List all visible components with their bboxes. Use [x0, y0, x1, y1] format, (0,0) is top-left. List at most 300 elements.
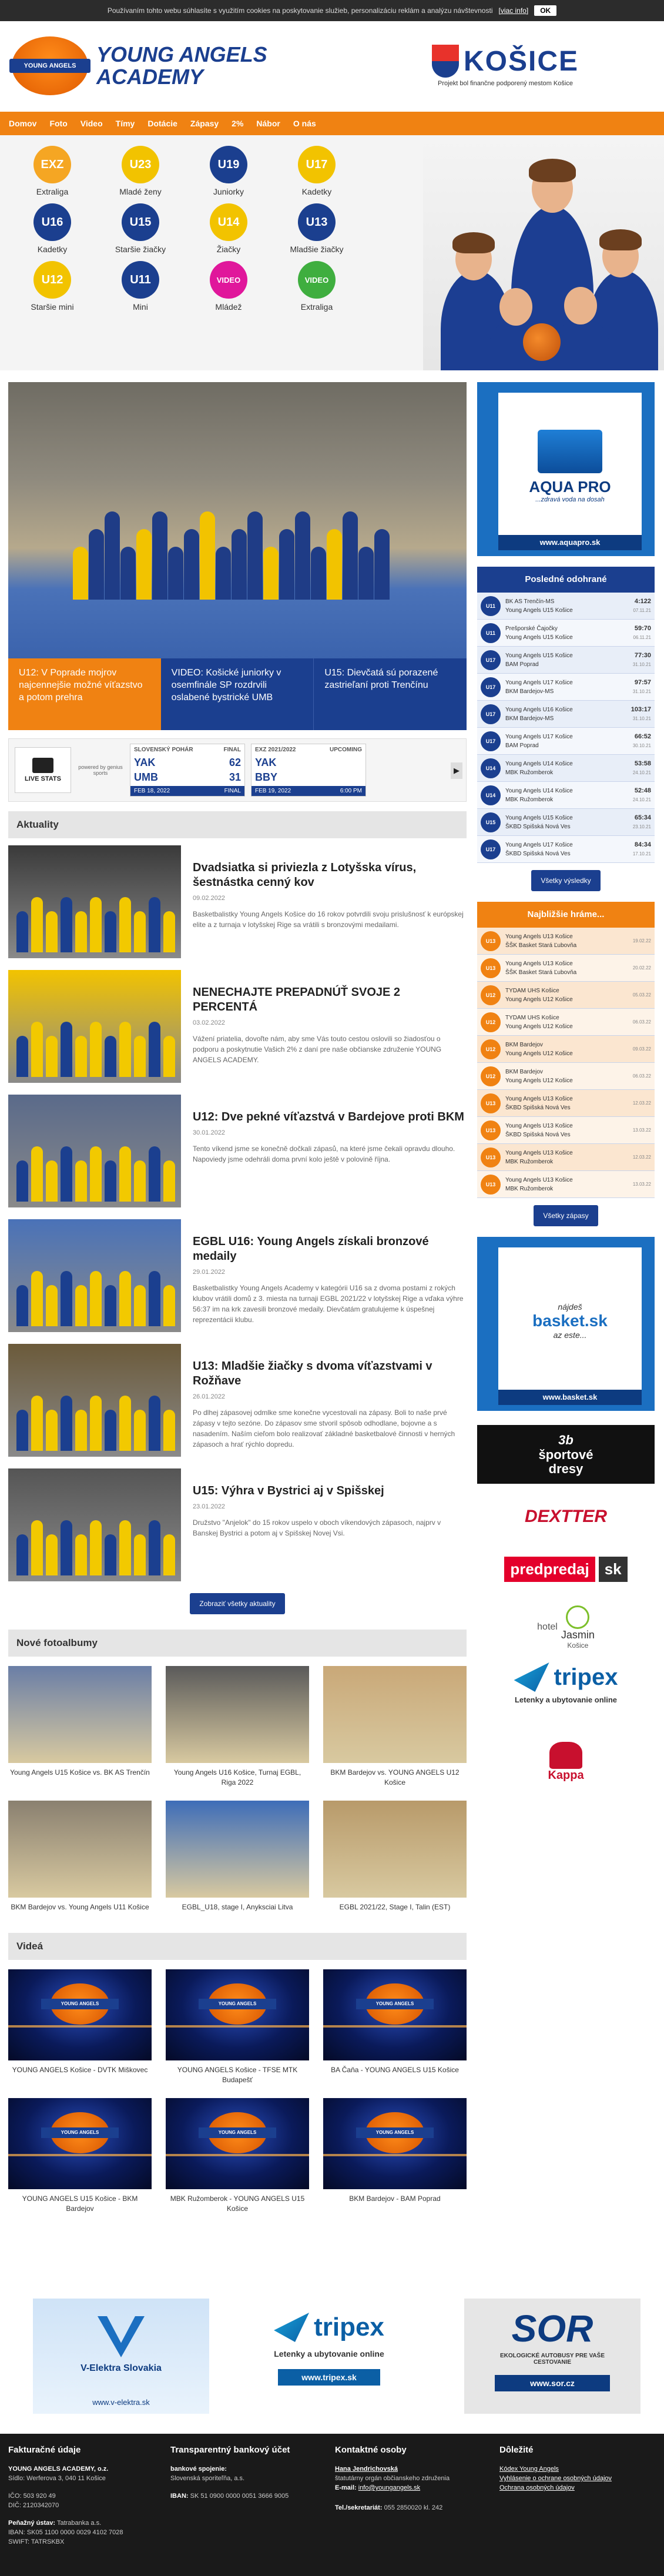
hotel-name: Jasmin — [561, 1628, 595, 1641]
slider-image[interactable] — [8, 382, 467, 658]
video-thumbnail[interactable] — [166, 1969, 309, 2060]
news-excerpt: Družstvo "Anjelok" do 15 rokov uspelo v oboch víkendových zápasoch, najprv v Banskej Bystrici a potom aj v Spišskej Novej Vsi. — [193, 1518, 441, 1537]
sor-url: www.sor.cz — [495, 2375, 610, 2391]
tripex-banner[interactable] — [241, 2299, 417, 2414]
site-logo[interactable] — [12, 36, 267, 95]
video-item[interactable] — [166, 2098, 309, 2219]
news-article[interactable] — [8, 1095, 467, 1207]
away-team: Young Angels U12 Košice — [505, 1023, 573, 1030]
aquapro-ad[interactable] — [477, 382, 655, 556]
results-row[interactable] — [477, 755, 655, 782]
team-code-icon: U13 — [481, 1093, 501, 1113]
news-date: 26.01.2022 — [193, 1393, 226, 1400]
aquapro-brand: AQUA PRO — [529, 477, 611, 496]
plane-icon — [274, 2313, 309, 2342]
site-header — [0, 21, 664, 112]
away-team: Young Angels U12 Košice — [505, 1077, 573, 1084]
video-caption[interactable]: YOUNG ANGELS Košice - TFSE MTK Budapešť — [177, 2066, 298, 2084]
footer-dic: DIČ: 2120342070 — [8, 2502, 59, 2509]
home-team: BKM Bardejov — [505, 1041, 543, 1048]
upcoming-row[interactable] — [477, 982, 655, 1009]
sport-dresses-sponsor[interactable]: 3b športové dresy — [477, 1425, 655, 1484]
team-link[interactable] — [185, 261, 273, 312]
news-title[interactable]: U15: Výhra v Bystrici aj v Spišskej — [193, 1484, 384, 1497]
news-thumbnail[interactable] — [8, 1219, 181, 1332]
nav-item-dotacie[interactable]: Dotácie — [147, 119, 177, 128]
away-team: MBK Ružomberok — [505, 1158, 554, 1165]
photo-album-image[interactable] — [323, 1666, 467, 1763]
news-date: 23.01.2022 — [193, 1503, 226, 1510]
velektra-name: V-Elektra Slovakia — [81, 2363, 162, 2373]
away-team: MBK Ružomberok — [505, 769, 554, 776]
away-team: ŠKBD Spišská Nová Ves — [505, 850, 571, 857]
nav-item-timy[interactable]: Tímy — [115, 119, 135, 128]
upcoming-row[interactable] — [477, 1117, 655, 1144]
footer-link-kodex[interactable]: Kódex Young Angels — [499, 2465, 559, 2473]
slider-captions — [8, 658, 467, 730]
team-code-icon: U15 — [481, 812, 501, 832]
match-date: 30.10.21 — [632, 742, 651, 748]
team-code-icon: U13 — [481, 958, 501, 978]
team-code-icon: U13 — [481, 1148, 501, 1167]
jasmin-flower-icon — [566, 1605, 589, 1629]
footer-link-privacy-statement[interactable]: Vyhlásenie o ochrane osobných údajov — [499, 2475, 612, 2482]
results-row[interactable] — [477, 782, 655, 809]
team-label: Kadetky — [37, 245, 68, 254]
team-badge-icon: U19 — [210, 146, 247, 183]
footer-contacts — [335, 2445, 494, 2513]
video-caption[interactable]: YOUNG ANGELS U15 Košice - BKM Bardejov — [22, 2194, 138, 2213]
nav-item-zapasy[interactable]: Zápasy — [190, 119, 219, 128]
team-code-icon: U14 — [481, 758, 501, 778]
footer-account-iban: SK 51 0900 0000 0051 3666 9005 — [190, 2493, 289, 2500]
video-logo-band: YOUNG ANGELS — [199, 1999, 276, 2009]
nav-item-domov[interactable]: Domov — [9, 119, 37, 128]
nav-item-foto[interactable]: Foto — [49, 119, 68, 128]
sport-line1: športové — [538, 1447, 593, 1462]
game-league: SLOVENSKÝ POHÁR — [134, 747, 193, 753]
game-home-team: YAK — [255, 757, 277, 768]
team-link[interactable] — [273, 261, 361, 312]
team-link[interactable] — [185, 146, 273, 196]
news-title[interactable]: EGBL U16: Young Angels získali bronzové medaily — [193, 1235, 429, 1263]
game-home-team: YAK — [134, 757, 156, 768]
match-date: 12.03.22 — [632, 1100, 651, 1106]
upcoming-row[interactable] — [477, 1009, 655, 1036]
news-thumbnail[interactable] — [8, 1095, 181, 1207]
match-date: 13.03.22 — [632, 1182, 651, 1187]
team-link[interactable] — [273, 203, 361, 254]
velektra-banner[interactable] — [33, 2299, 209, 2414]
game-status: UPCOMING — [330, 747, 362, 753]
game-time: FINAL — [224, 788, 241, 794]
news-title[interactable]: NENECHAJTE PREPADNÚŤ SVOJE 2 PERCENTÁ — [193, 986, 401, 1013]
match-date: 31.10.21 — [632, 661, 651, 667]
match-score: 65:34 — [634, 814, 651, 821]
news-date: 03.02.2022 — [193, 1019, 226, 1026]
photo-album[interactable] — [323, 1801, 467, 1927]
match-score: 53:58 — [634, 760, 651, 767]
away-team: ŠKBD Spišská Nová Ves — [505, 823, 571, 830]
photo-album[interactable] — [166, 1801, 309, 1927]
upcoming-row[interactable] — [477, 955, 655, 982]
photo-album[interactable] — [166, 1666, 309, 1792]
home-team: Young Angels U15 Košice — [505, 652, 573, 659]
game-date: FEB 19, 2022 — [255, 788, 291, 794]
plane-icon — [514, 1662, 549, 1692]
footer-bank: Tatrabanka a.s. — [56, 2520, 102, 2527]
teams-hero — [0, 135, 664, 370]
velektra-v-icon — [98, 2316, 145, 2357]
video-item[interactable] — [323, 2098, 467, 2219]
upcoming-row[interactable] — [477, 1036, 655, 1063]
news-excerpt: Po dlhej zápasovej odmlke sme konečne vycestovali na zápasy. Boli to naše prvé zápasy v tejto sezóne. Do zápasov sme stvoril spôsob odhodlane, bojovne a s nasadením. Naším cieľom bolo realizovať základné basketbalové činnosti v herných zápasoch a hrať rýchlo dopredu. — [193, 1409, 455, 1448]
team-badge-icon: U14 — [210, 203, 247, 241]
tripex-caption: Letenky a ubytovanie online — [514, 1695, 618, 1704]
upcoming-list — [477, 928, 655, 1198]
live-stats-label: LIVE STATS — [25, 775, 61, 782]
home-team: Prešporské Čajočky — [505, 625, 558, 632]
upcoming-row[interactable] — [477, 1063, 655, 1090]
kosice-word: KOŠICE — [463, 45, 579, 77]
cookie-ok-button[interactable]: OK — [534, 5, 556, 16]
team-code-icon: U11 — [481, 596, 501, 616]
game-away-team: UMB — [134, 771, 158, 783]
news-article[interactable] — [8, 1219, 467, 1332]
dextter-logo: DEXTTER — [524, 1507, 607, 1526]
kappa-sponsor[interactable] — [477, 1735, 655, 1788]
team-badge-icon: U12 — [33, 261, 71, 299]
upcoming-row[interactable] — [477, 928, 655, 955]
game-status: FINAL — [223, 747, 241, 753]
team-code-icon: U12 — [481, 985, 501, 1005]
video-logo-band: YOUNG ANGELS — [41, 2127, 119, 2138]
video-thumbnail[interactable] — [323, 1969, 467, 2060]
team-badge-icon: EXZ — [33, 146, 71, 183]
basket-ad-text2: az este... — [553, 1330, 587, 1340]
photo-album-image[interactable] — [8, 1666, 152, 1763]
match-date: 06.03.22 — [632, 1073, 651, 1079]
live-stats-logo[interactable] — [15, 747, 71, 793]
video-caption[interactable]: YOUNG ANGELS Košice - DVTK Miškovec — [12, 2066, 148, 2074]
team-label: Juniorky — [213, 187, 244, 196]
away-team: Young Angels U15 Košice — [505, 634, 573, 641]
photo-album[interactable] — [323, 1666, 467, 1792]
hotel-label: hotel — [537, 1622, 558, 1632]
slider-caption-1[interactable]: U12: V Poprade mojrov najcennejšie možné víťazstvo a potom prehra — [8, 658, 161, 730]
aquapro-url: www.aquapro.sk — [498, 535, 642, 550]
home-team: Young Angels U13 Košice — [505, 1122, 573, 1129]
upcoming-row[interactable] — [477, 1171, 655, 1198]
results-row[interactable] — [477, 647, 655, 674]
team-code-icon: U12 — [481, 1039, 501, 1059]
news-excerpt: Tento víkend jsme se konečně dočkali zápasů, na které jsme čekali opravdu dlouho. Napoviedy jsme odehráli doma první kolo ještě v polovině října. — [193, 1145, 455, 1163]
match-score: 66:52 — [634, 732, 651, 740]
video-caption[interactable]: BA Čaňa - YOUNG ANGELS U15 Košice — [331, 2066, 459, 2074]
video-logo-band: YOUNG ANGELS — [199, 2127, 276, 2138]
news-article[interactable] — [8, 1344, 467, 1457]
photo-album-image[interactable] — [166, 1666, 309, 1763]
video-item[interactable] — [8, 2098, 152, 2219]
match-score: 103:17 — [631, 705, 651, 713]
results-row[interactable] — [477, 728, 655, 755]
match-date: 23.10.21 — [632, 824, 651, 829]
team-grid — [8, 146, 373, 312]
home-team: Young Angels U13 Košice — [505, 1176, 573, 1183]
basket-ad-brand: basket.sk — [532, 1312, 608, 1330]
team-link[interactable] — [8, 146, 96, 196]
video-thumbnail[interactable] — [8, 1969, 152, 2060]
away-team: BAM Poprad — [505, 661, 539, 668]
home-team: Young Angels U13 Košice — [505, 1095, 573, 1102]
upcoming-row[interactable] — [477, 1090, 655, 1117]
live-game-1[interactable] — [130, 744, 245, 797]
news-excerpt: Basketbalistky Young Angels Academy v kategórii U16 sa z dvoma postami z rokých klubov vrátili domů z 3. miesta na turnaji EGBL 2021/22 v lotyšskej Rige a vďaka výhre 56:37 im na krk zavesili bronzové medaily. Dievčatám gratulujeme k úspešnej reprezentácii klubu. — [193, 1284, 464, 1324]
results-row[interactable] — [477, 836, 655, 863]
news-thumbnail[interactable] — [8, 1344, 181, 1457]
team-label: Staršie mini — [31, 302, 74, 312]
game-date: FEB 18, 2022 — [134, 788, 170, 794]
video-item[interactable] — [323, 1969, 467, 2090]
game-league: EXZ 2021/2022 — [255, 747, 296, 753]
team-label: Mladšie žiačky — [290, 245, 344, 254]
away-team: Young Angels U15 Košice — [505, 607, 573, 614]
dextter-sponsor[interactable] — [477, 1499, 655, 1534]
team-link[interactable] — [8, 203, 96, 254]
partners-row — [0, 2287, 664, 2422]
video-caption[interactable]: MBK Ružomberok - YOUNG ANGELS U15 Košice — [170, 2194, 305, 2213]
fiba-icon — [32, 758, 53, 773]
team-badge-icon: U11 — [122, 261, 159, 299]
away-team: MBK Ružomberok — [505, 796, 554, 803]
sidebar — [477, 382, 655, 1788]
team-label: Extraliga — [36, 187, 69, 196]
team-link[interactable] — [273, 146, 361, 196]
photo-album-image[interactable] — [8, 1801, 152, 1898]
match-score: 84:34 — [634, 841, 651, 848]
hotel-jasmin-sponsor[interactable] — [477, 1604, 655, 1651]
game-away-score: 31 — [229, 771, 241, 783]
match-score: 52:48 — [634, 787, 651, 794]
photo-album-caption[interactable]: Young Angels U16 Košice, Turnaj EGBL, Riga 2022 — [173, 1768, 301, 1787]
footer-billing-heading: Fakturačné údaje — [8, 2445, 81, 2455]
team-badge-icon: U15 — [122, 203, 159, 241]
team-code-icon: U17 — [481, 731, 501, 751]
game-time: 6:00 PM — [340, 788, 362, 794]
match-date: 06.03.22 — [632, 1019, 651, 1025]
match-date: 24.10.21 — [632, 797, 651, 802]
all-games-button[interactable]: Všetky zápasy — [534, 1205, 598, 1226]
home-team: Young Angels U13 Košice — [505, 960, 573, 967]
results-row[interactable] — [477, 593, 655, 620]
all-results-button[interactable]: Všetky výsledky — [531, 870, 600, 891]
nav-item-video[interactable]: Video — [80, 119, 103, 128]
main-column — [8, 382, 467, 2219]
kosice-subtitle: Projekt bol finančne podporený mestom Košice — [438, 80, 573, 87]
news-article[interactable] — [8, 1468, 467, 1581]
home-team: Young Angels U17 Košice — [505, 841, 573, 848]
match-date: 09.03.22 — [632, 1046, 651, 1052]
team-badge-icon: VIDEO — [210, 261, 247, 299]
footer-iban: IBAN: SK05 1100 0000 0029 4102 7028 — [8, 2529, 123, 2536]
photo-album-caption[interactable]: EGBL_U18, stage I, Anyksciai Litva — [182, 1903, 293, 1911]
predpredaj-logo: predpredaj — [504, 1557, 595, 1582]
away-team: BKM Bardejov-MS — [505, 688, 554, 695]
team-label: Mládež — [215, 302, 242, 312]
home-team: TYDAM UHS Košice — [505, 987, 559, 994]
home-team: Young Angels U13 Košice — [505, 933, 573, 940]
team-label: Mladé ženy — [119, 187, 162, 196]
photo-album-image[interactable] — [323, 1801, 467, 1898]
team-label: Mini — [133, 302, 148, 312]
footer-contact-name: Hana Jendrichovská — [335, 2465, 398, 2473]
team-badge-icon: U23 — [122, 146, 159, 183]
footer-account-iban-label: IBAN: — [170, 2493, 189, 2500]
news-thumbnail[interactable] — [8, 845, 181, 958]
video-thumbnail[interactable] — [8, 2098, 152, 2189]
news-date: 30.01.2022 — [193, 1129, 226, 1136]
team-label: Staršie žiačky — [115, 245, 166, 254]
video-logo-band: YOUNG ANGELS — [356, 1999, 434, 2009]
team-link[interactable] — [8, 261, 96, 312]
predpredaj-sponsor[interactable] — [477, 1550, 655, 1588]
news-article[interactable] — [8, 970, 467, 1083]
photo-album-caption[interactable]: Young Angels U15 Košice vs. BK AS Trenčín — [10, 1768, 150, 1777]
footer-billing — [8, 2445, 167, 2547]
team-code-icon: U14 — [481, 785, 501, 805]
team-code-icon: U13 — [481, 931, 501, 951]
news-date: 29.01.2022 — [193, 1269, 226, 1276]
away-team: BKM Bardejov-MS — [505, 715, 554, 722]
predpredaj-tld: sk — [599, 1557, 628, 1582]
home-team: Young Angels U17 Košice — [505, 679, 573, 686]
footer-account-heading: Transparentný bankový účet — [170, 2445, 290, 2455]
nav-item-2-percent[interactable]: 2% — [232, 119, 244, 128]
news-thumbnail[interactable] — [8, 1468, 181, 1581]
slider-caption-2[interactable]: VIDEO: Košické juniorky v osemfinále SP rozdrvili oslabené bystrické UMB — [161, 658, 314, 730]
nav-item-o-nas[interactable]: O nás — [293, 119, 316, 128]
news-thumbnail[interactable] — [8, 970, 181, 1083]
news-list — [8, 845, 467, 1581]
match-date: 07.11.21 — [633, 607, 651, 613]
home-team: Young Angels U15 Košice — [505, 814, 573, 821]
tripex-sponsor[interactable] — [477, 1662, 655, 1727]
footer-ico: IČO: 503 920 49 — [8, 2493, 56, 2500]
tripex-caption: Letenky a ubytovanie online — [274, 2349, 384, 2358]
team-badge-icon: U13 — [298, 203, 336, 241]
away-team: ŠŠK Basket Stará Ľubovňa — [505, 942, 577, 949]
photo-album-image[interactable] — [166, 1801, 309, 1898]
footer-link-privacy[interactable]: Ochrana osobných údajov — [499, 2484, 575, 2491]
footer-address: Sídlo: Werferova 3, 040 11 Košice — [8, 2475, 106, 2482]
match-score: 77:30 — [634, 651, 651, 659]
team-photo — [423, 135, 664, 370]
sor-banner[interactable] — [464, 2299, 640, 2414]
aquapro-tagline: ...zdravá voda na dosah — [535, 496, 605, 503]
match-score: 97:57 — [634, 678, 651, 686]
team-link[interactable] — [96, 203, 185, 254]
photo-album-caption[interactable]: BKM Bardejov vs. YOUNG ANGELS U12 Košice — [330, 1768, 460, 1787]
footer-account-bank: Slovenská sporiteľňa, a.s. — [170, 2475, 245, 2482]
chevron-right-icon[interactable]: ▶ — [451, 762, 462, 779]
basket-sk-ad[interactable] — [477, 1237, 655, 1411]
team-link[interactable] — [96, 146, 185, 196]
logo-band: YOUNG ANGELS — [9, 59, 90, 73]
news-title[interactable]: U12: Dve pekné víťazstvá v Bardejove proti BKM — [193, 1110, 464, 1123]
results-row[interactable] — [477, 674, 655, 701]
away-team: BAM Poprad — [505, 742, 539, 749]
results-row[interactable] — [477, 809, 655, 836]
home-team: TYDAM UHS Košice — [505, 1014, 559, 1021]
all-news-button[interactable]: Zobraziť všetky aktuality — [190, 1593, 284, 1614]
results-list — [477, 593, 655, 863]
results-row[interactable] — [477, 701, 655, 728]
site-title — [96, 44, 267, 88]
upcoming-row[interactable] — [477, 1144, 655, 1171]
home-team: Young Angels U17 Košice — [505, 733, 573, 740]
nav-item-nabor[interactable]: Nábor — [256, 119, 280, 128]
video-thumbnail[interactable] — [323, 2098, 467, 2189]
video-item[interactable] — [8, 1969, 152, 2090]
home-team: Young Angels U16 Košice — [505, 706, 573, 713]
cookie-text: Používaním tohto webu súhlasíte s využitím cookies na poskytovanie služieb, personalizáciu reklám a analýzu návštevnosti — [107, 6, 493, 15]
cookie-more-link[interactable]: [viac info] — [498, 6, 529, 15]
news-title[interactable]: Dvadsiatka si priviezla z Lotyšska vírus, šestnástka cenný kov — [193, 861, 417, 889]
slider-caption-3[interactable]: U15: Dievčatá sú porazené zastrieľaní proti Trenčínu — [313, 658, 467, 730]
genius-sports-label: powered by genius sports — [78, 764, 123, 776]
footer-contacts-heading: Kontaktné osoby — [335, 2445, 407, 2455]
game-home-score: 62 — [229, 757, 241, 768]
team-code-icon: U11 — [481, 623, 501, 643]
footer-phone: 055 2850020 kl. 242 — [384, 2504, 443, 2511]
video-thumbnail[interactable] — [166, 2098, 309, 2189]
team-link[interactable] — [185, 203, 273, 254]
team-link[interactable] — [96, 261, 185, 312]
video-caption[interactable]: BKM Bardejov - BAM Poprad — [349, 2194, 441, 2203]
news-article[interactable] — [8, 845, 467, 958]
team-code-icon: U17 — [481, 839, 501, 859]
team-code-icon: U12 — [481, 1066, 501, 1086]
match-score: 59:70 — [634, 624, 651, 632]
results-row[interactable] — [477, 620, 655, 647]
photo-album-caption[interactable]: EGBL 2021/22, Stage I, Talin (EST) — [339, 1903, 451, 1911]
match-date: 05.03.22 — [632, 992, 651, 998]
photo-album[interactable] — [8, 1801, 152, 1927]
photo-album-caption[interactable]: BKM Bardejov vs. Young Angels U11 Košice — [11, 1903, 149, 1911]
videos-heading: Videá — [8, 1933, 467, 1960]
kosice-logo[interactable] — [429, 45, 582, 87]
home-team: BKM Bardejov — [505, 1068, 543, 1075]
photo-album[interactable] — [8, 1666, 152, 1792]
live-game-2[interactable] — [251, 744, 366, 797]
news-heading: Aktuality — [8, 811, 467, 838]
video-item[interactable] — [166, 1969, 309, 2090]
footer-contact-role: štatutárny orgán občianskeho združenia — [335, 2475, 450, 2482]
news-title[interactable]: U13: Mladšie žiačky s dvoma víťazstvami v Rožňave — [193, 1360, 432, 1387]
results-heading: Posledné odohrané — [477, 567, 655, 593]
match-date: 31.10.21 — [632, 715, 651, 721]
video-gallery — [8, 1969, 467, 2219]
news-date: 09.02.2022 — [193, 895, 226, 902]
video-logo-band: YOUNG ANGELS — [41, 1999, 119, 2009]
match-date: 24.10.21 — [632, 770, 651, 775]
team-code-icon: U17 — [481, 650, 501, 670]
news-excerpt: Basketbalistky Young Angels Košice do 16 rokov potvrdili svoju prislušnosť k európskej elite a z turnaja v lotyšskej Rige sa vrátili s bronzovými medailami. — [193, 910, 464, 929]
footer-email-link[interactable]: info@youngangels.sk — [358, 2484, 421, 2491]
away-team: ŠŠK Basket Stará Ľubovňa — [505, 969, 577, 976]
team-code-icon: U13 — [481, 1120, 501, 1140]
team-code-icon: U17 — [481, 704, 501, 724]
